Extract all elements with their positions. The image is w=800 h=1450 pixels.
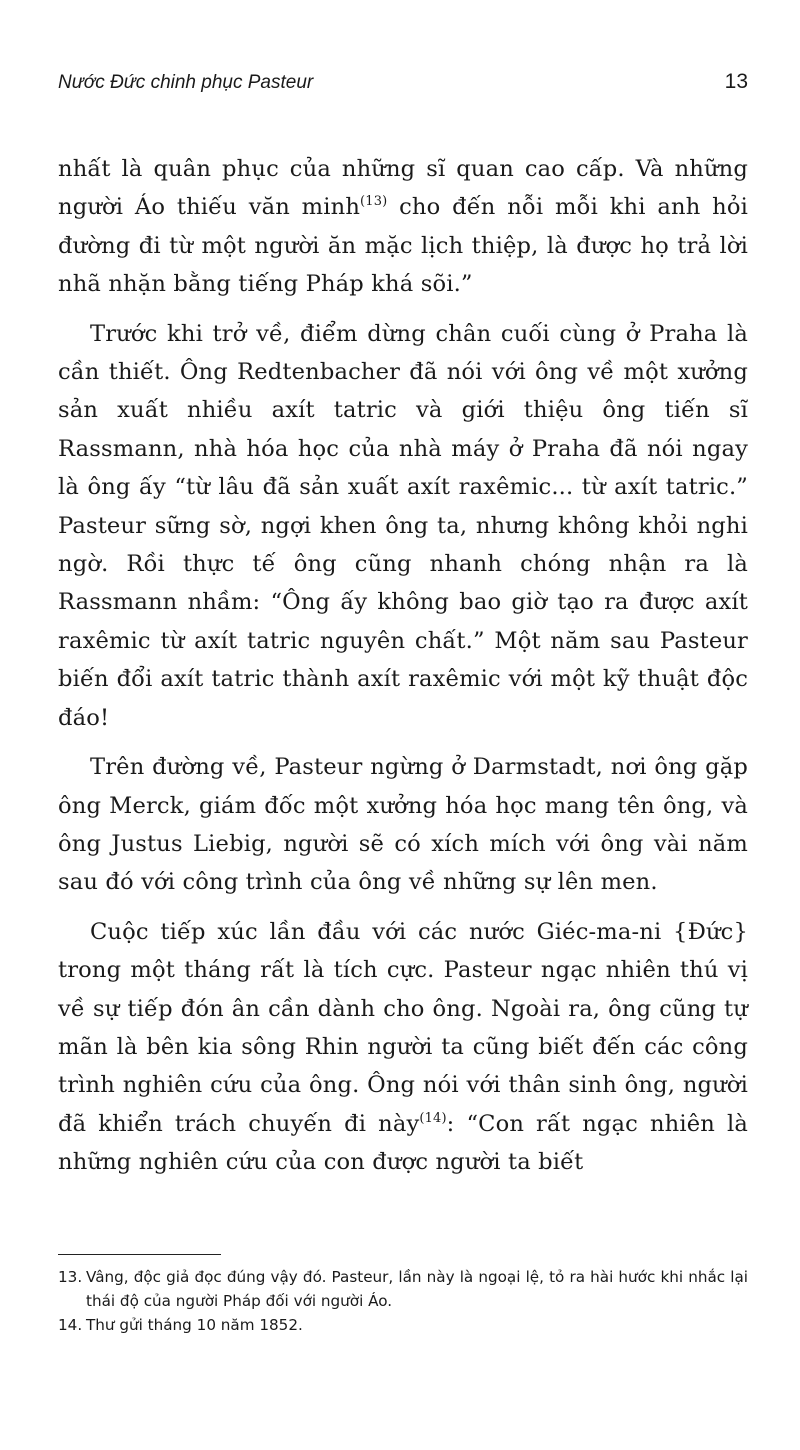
footnote-ref-14[interactable]: (14) — [419, 1110, 447, 1126]
paragraph-1-text: nhất là quân phục của những sĩ quan cao cấp. Và những người Áo thiếu văn minh — [58, 156, 748, 221]
footnote-number: 13. — [58, 1268, 83, 1286]
footnote-text: Thư gửi tháng 10 năm 1852. — [86, 1316, 303, 1334]
footnote-14 — [58, 1313, 748, 1337]
page-header — [58, 70, 748, 100]
paragraph-3: Trên đường về, Pasteur ngừng ở Darmstadt, nơi ông gặp ông Merck, giám đốc một xưởng hóa học mang tên ông, và ông Justus Liebig, người sẽ có xích mích với ông vài năm sau đó với công trình của ông về những sự lên men. — [58, 754, 748, 896]
body-text — [58, 150, 748, 1182]
paragraph-4-text: Cuộc tiếp xúc lần đầu với các nước Giéc-ma-ni {Đức} trong một tháng rất là tích cực. Pasteur ngạc nhiên thú vị về sự tiếp đón ân cần dành cho ông. Ngoài ra, ông cũng tự mãn là bên kia sông Rhin người ta cũng biết đến các công trình nghiên cứu của ông. Ông nói với thân sinh ông, người đã khiển trách chuyến đi này — [58, 918, 748, 1137]
footnote-text: Vâng, độc giả đọc đúng vậy đó. Pasteur, lần này là ngoại lệ, tỏ ra hài hước khi nhắc lại thái độ của người Pháp đối với người Áo. — [86, 1268, 748, 1310]
footnote-divider — [58, 1254, 221, 1255]
running-head: Nước Đức chinh phục Pasteur — [58, 72, 314, 93]
paragraph-2: Trước khi trở về, điểm dừng chân cuối cùng ở Praha là cần thiết. Ông Redtenbacher đã nói với ông về một xưởng sản xuất nhiều axít tatric và giới thiệu ông tiến sĩ Rassmann, nhà hóa học của nhà máy ở Praha đã nói ngay là ông ấy “từ lâu đã sản xuất axít raxêmic... từ axít tatric.” Pasteur sững sờ, ngợi khen ông ta, nhưng không khỏi nghi ngờ. Rồi thực tế ông cũng nhanh chóng nhận ra là Rassmann nhầm: “Ông ấy không bao giờ tạo ra được axít raxêmic từ axít tatric nguyên chất.” Một năm sau Pasteur biến đổi axít tatric thành axít raxêmic với một kỹ thuật độc đáo! — [58, 320, 748, 731]
paragraph-1-text-cont: cho đến nỗi mỗi khi anh hỏi đường đi từ một người ăn mặc lịch thiệp, là được họ trả lời nhã nhặn bằng tiếng Pháp khá sõi.” — [58, 194, 748, 298]
footnotes — [58, 1265, 748, 1337]
page-number: 13 — [724, 70, 748, 93]
footnote-number: 14. — [58, 1316, 83, 1334]
paragraph-4 — [58, 913, 748, 1182]
footnote-ref-13[interactable]: (13) — [360, 194, 388, 210]
paragraph-4-text-cont: : “Con rất ngạc nhiên là những nghiên cứu của con được người ta biết — [58, 1110, 748, 1176]
footnote-13 — [58, 1265, 748, 1313]
paragraph-1 — [58, 150, 748, 304]
